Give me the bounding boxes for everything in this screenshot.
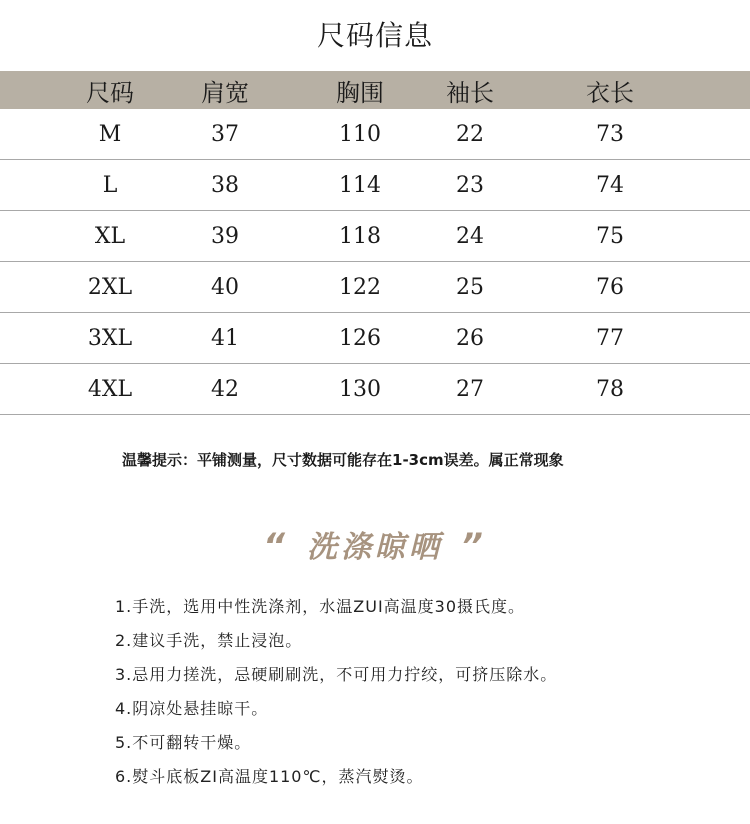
cell-chest: 114 <box>339 172 381 198</box>
header-chest: 胸围 <box>336 78 384 107</box>
cell-shoulder: 42 <box>211 376 239 402</box>
cell-shoulder: 41 <box>211 325 239 351</box>
list-item: 6.熨斗底板ZI高温度110℃，蒸汽熨烫。 <box>115 767 424 786</box>
cell-sleeve: 26 <box>456 325 484 351</box>
cell-size: 3XL <box>87 325 133 351</box>
table-row <box>0 364 750 415</box>
list-item: 4.阴凉处悬挂晾干。 <box>115 699 269 718</box>
table-row <box>0 160 750 211</box>
cell-shoulder: 37 <box>211 121 239 147</box>
cell-shoulder: 39 <box>211 223 239 249</box>
cell-size: L <box>102 172 118 198</box>
cell-size: 4XL <box>87 376 133 402</box>
cell-length: 73 <box>596 121 624 147</box>
header-length: 衣长 <box>586 78 634 107</box>
measurement-note: 温馨提示：平铺测量，尺寸数据可能存在1-3cm误差。属正常现象 <box>122 451 564 469</box>
list-item: 2.建议手洗，禁止浸泡。 <box>115 631 303 650</box>
close-quote: ” <box>461 526 487 566</box>
cell-sleeve: 22 <box>456 121 484 147</box>
list-item: 5.不可翻转干燥。 <box>115 733 252 752</box>
cell-chest: 126 <box>339 325 381 351</box>
cell-size: XL <box>94 223 126 249</box>
table-row <box>0 211 750 262</box>
open-quote: “ <box>263 526 289 566</box>
cell-length: 74 <box>596 172 624 198</box>
care-section-title <box>0 522 750 566</box>
cell-chest: 110 <box>339 121 381 147</box>
cell-sleeve: 23 <box>456 172 484 198</box>
cell-size: 2XL <box>87 274 133 300</box>
cell-length: 76 <box>596 274 624 300</box>
table-header <box>0 71 750 109</box>
header-shoulder: 肩宽 <box>201 78 249 107</box>
page-title: 尺码信息 <box>316 19 433 52</box>
table-row <box>0 313 750 364</box>
cell-sleeve: 25 <box>456 274 484 300</box>
cell-chest: 122 <box>339 274 381 300</box>
cell-sleeve: 27 <box>456 376 484 402</box>
cell-shoulder: 40 <box>211 274 239 300</box>
list-item: 1.手洗，选用中性洗涤剂，水温ZUI高温度30摄氏度。 <box>115 597 526 616</box>
cell-shoulder: 38 <box>211 172 239 198</box>
cell-sleeve: 24 <box>456 223 484 249</box>
header-size: 尺码 <box>86 78 134 107</box>
care-title-text: 洗涤晾晒 <box>307 530 443 565</box>
list-item: 3.忌用力搓洗，忌硬刷刷洗，不可用力拧绞，可挤压除水。 <box>115 665 558 684</box>
cell-chest: 118 <box>339 223 381 249</box>
cell-length: 78 <box>596 376 624 402</box>
table-row <box>0 109 750 160</box>
cell-length: 77 <box>596 325 624 351</box>
cell-size: M <box>98 121 122 147</box>
table-row <box>0 262 750 313</box>
size-table <box>0 71 750 415</box>
header-sleeve: 袖长 <box>446 78 494 107</box>
cell-length: 75 <box>596 223 624 249</box>
cell-chest: 130 <box>339 376 381 402</box>
care-instructions <box>115 594 557 798</box>
